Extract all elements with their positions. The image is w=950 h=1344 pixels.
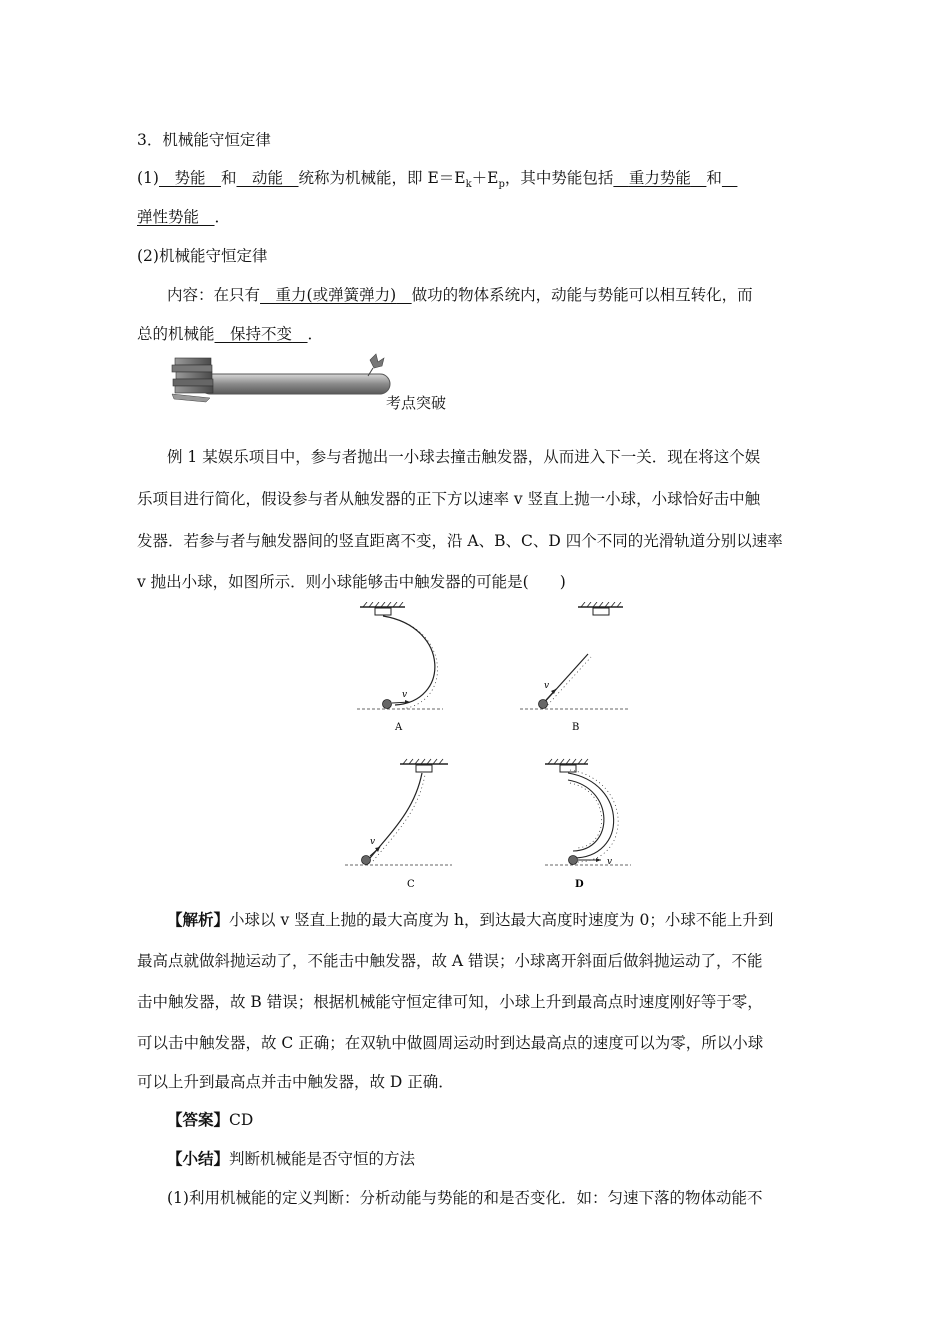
fig-d-v-label: v bbox=[607, 857, 613, 867]
content-text-3: 总的机械能 bbox=[137, 325, 215, 343]
analysis-text-1: 小球以 v 竖直上抛的最大高度为 h，到达最大高度时速度为 0；小球不能上升到 bbox=[229, 911, 774, 929]
fig-b-v-label: v bbox=[544, 681, 550, 691]
example-line-3: 发器．若参与者与触发器间的竖直距离不变，沿 A、B、C、D 四个不同的光滑轨道分别以速率 bbox=[137, 532, 783, 550]
books-icon bbox=[172, 358, 213, 402]
leaf-icon bbox=[368, 354, 384, 376]
p1-prefix: (1) bbox=[137, 169, 159, 187]
subsection-title: (2)机械能守恒定律 bbox=[137, 247, 268, 265]
example-line-4: v 抛出小球，如图所示．则小球能够击中触发器的可能是( ) bbox=[137, 573, 566, 591]
content-line-1 bbox=[167, 285, 753, 305]
blank-gravitational-pe: 重力势能 bbox=[628, 169, 691, 187]
analysis-line-1 bbox=[167, 910, 773, 930]
blank-trailing bbox=[722, 169, 738, 187]
answer-value: CD bbox=[229, 1111, 254, 1129]
blank-gravity-or-spring: 重力(或弹簧弹力) bbox=[275, 286, 397, 304]
fig-c-v-label: v bbox=[370, 837, 376, 847]
fig-a-v-label: v bbox=[402, 690, 408, 700]
fig-c-label: C bbox=[407, 879, 415, 890]
analysis-line-5: 可以上升到最高点并击中触发器，故 D 正确． bbox=[137, 1073, 454, 1091]
section-banner bbox=[170, 352, 470, 412]
blank-stays-constant: 保持不变 bbox=[230, 325, 293, 343]
content-text-1: 内容：在只有 bbox=[167, 286, 261, 304]
p1-text-6: ． bbox=[214, 208, 231, 226]
paragraph-1-line-1 bbox=[137, 168, 737, 195]
content-line-2 bbox=[137, 324, 323, 344]
figure-d bbox=[543, 758, 633, 893]
fig-d-label: D bbox=[575, 879, 584, 890]
summary-tag: 【小结】 bbox=[167, 1149, 230, 1168]
analysis-line-4: 可以击中触发器，故 C 正确；在双轨中做圆周运动时到达最高点的速度可以为零，所以小球 bbox=[137, 1034, 764, 1052]
subscript-k: k bbox=[465, 179, 472, 191]
p1-text-4: ，其中势能包括 bbox=[504, 169, 614, 187]
section-title: 3．机械能守恒定律 bbox=[137, 131, 271, 149]
answer-tag: 【答案】 bbox=[167, 1110, 230, 1129]
analysis-tag: 【解析】 bbox=[167, 910, 230, 929]
paragraph-1-line-2 bbox=[137, 207, 230, 227]
p1-text-5: 和 bbox=[706, 169, 722, 187]
content-text-4: ． bbox=[307, 325, 324, 343]
method-1-line: (1)利用机械能的定义判断：分析动能与势能的和是否变化．如：匀速下落的物体动能不 bbox=[167, 1189, 763, 1207]
p1-text-3: ＋E bbox=[471, 169, 499, 187]
blank-kinetic-energy: 动能 bbox=[252, 169, 284, 187]
subscript-p: p bbox=[498, 179, 505, 191]
summary-text: 判断机械能是否守恒的方法 bbox=[229, 1150, 416, 1168]
figure-a bbox=[355, 602, 445, 737]
example-line-1: 例 1 某娱乐项目中，参与者抛出一小球去撞击触发器，从而进入下一关．现在将这个娱 bbox=[167, 448, 761, 466]
example-line-2: 乐项目进行简化，假设参与者从触发器的正下方以速率 v 竖直上抛一小球，小球恰好击中触 bbox=[137, 490, 761, 508]
blank-potential-energy: 势能 bbox=[174, 169, 206, 187]
fig-a-label: A bbox=[395, 722, 403, 733]
summary-line bbox=[167, 1149, 415, 1169]
blank-elastic-pe: 弹性势能 bbox=[137, 208, 200, 226]
fig-b-label: B bbox=[572, 722, 580, 733]
p1-text-2: 统称为机械能，即 E＝E bbox=[298, 169, 466, 187]
answer-line bbox=[167, 1110, 253, 1130]
analysis-line-2: 最高点就做斜抛运动了，不能击中触发器，故 A 错误；小球离开斜面后做斜抛运动了，不能 bbox=[137, 952, 763, 970]
banner-text: 考点突破 bbox=[386, 394, 447, 412]
banner-bar bbox=[200, 374, 390, 394]
content-text-2: 做功的物体系统内，动能与势能可以相互转化，而 bbox=[411, 286, 753, 304]
analysis-line-3: 击中触发器，故 B 错误；根据机械能守恒定律可知，小球上升到最高点时速度刚好等于零， bbox=[137, 993, 763, 1011]
p1-text-1: 和 bbox=[220, 169, 237, 187]
figure-c bbox=[340, 758, 460, 893]
figure-b bbox=[518, 602, 633, 737]
